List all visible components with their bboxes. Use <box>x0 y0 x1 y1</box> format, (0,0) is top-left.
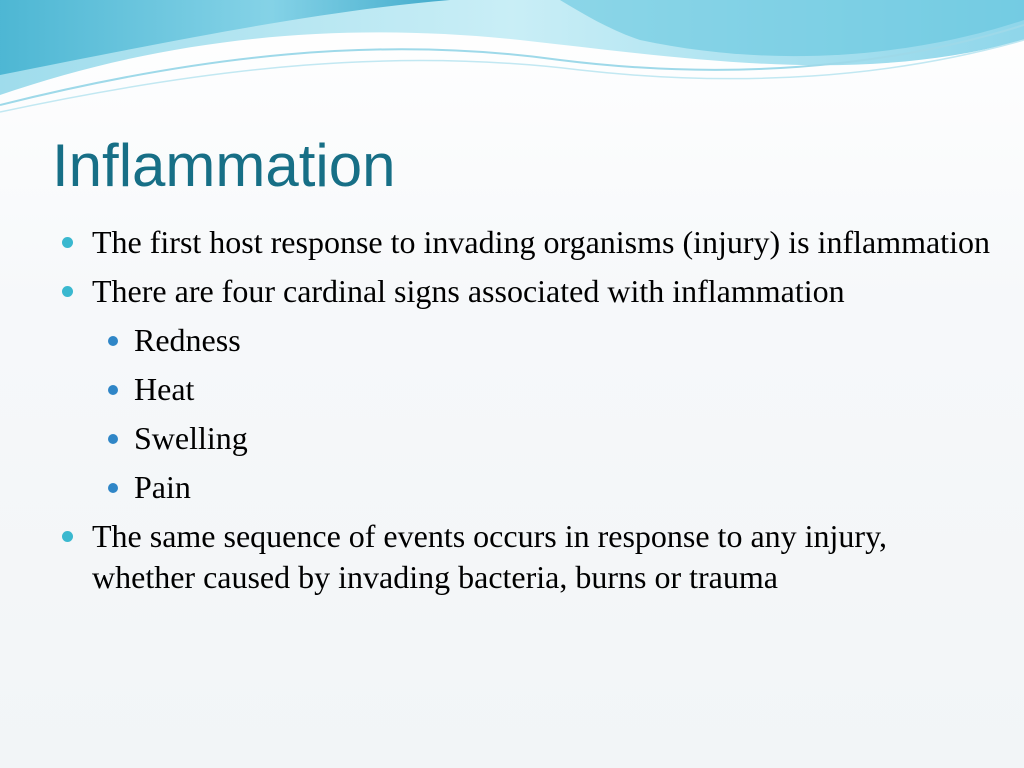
bullet-dot-icon <box>62 531 73 542</box>
slide-title: Inflammation <box>52 132 396 199</box>
decorative-wave-banner <box>0 0 1024 120</box>
bullet-item <box>62 516 992 598</box>
sub-bullet-item <box>92 467 992 508</box>
bullet-text: There are four cardinal signs associated with inflammation <box>92 273 845 309</box>
sub-bullet-text: Swelling <box>134 420 248 456</box>
bullet-item <box>62 222 992 263</box>
sub-bullet-text: Redness <box>134 322 241 358</box>
sub-bullet-list <box>92 320 992 508</box>
bullet-text: The first host response to invading organisms (injury) is inflammation <box>92 224 990 260</box>
sub-bullet-dot-icon <box>108 336 118 346</box>
sub-bullet-dot-icon <box>108 434 118 444</box>
sub-bullet-dot-icon <box>108 385 118 395</box>
sub-bullet-text: Heat <box>134 371 195 407</box>
sub-bullet-text: Pain <box>134 469 191 505</box>
bullet-dot-icon <box>62 286 73 297</box>
sub-bullet-item <box>92 369 992 410</box>
sub-bullet-item <box>92 320 992 361</box>
sub-bullet-item <box>92 418 992 459</box>
bullet-item <box>62 271 992 508</box>
sub-bullet-dot-icon <box>108 483 118 493</box>
bullet-text: The same sequence of events occurs in response to any injury, whether caused by invading bacteria, burns or trauma <box>92 518 887 595</box>
bullet-list <box>62 222 992 606</box>
bullet-dot-icon <box>62 237 73 248</box>
